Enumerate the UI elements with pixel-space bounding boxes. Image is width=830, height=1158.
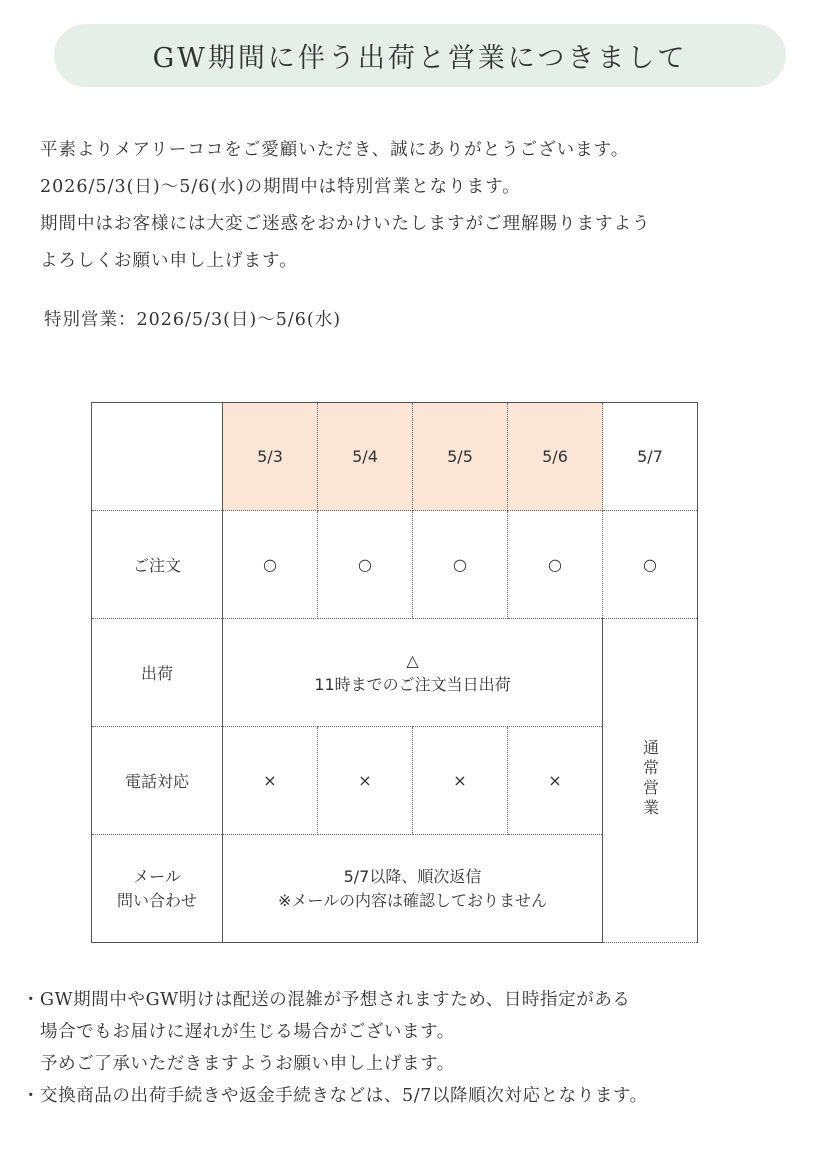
order-cell: ○	[413, 511, 508, 619]
normal-business-label: 通常営業	[640, 738, 660, 819]
mail-note-line: 5/7以降、順次返信	[343, 866, 482, 886]
mail-label-line: 問い合わせ	[116, 890, 197, 910]
list-item	[22, 984, 822, 1080]
date-header: 5/4	[318, 403, 413, 511]
shipping-cell	[223, 619, 603, 727]
order-cell: ○	[318, 511, 413, 619]
list-item	[22, 1080, 822, 1112]
page-title: GW期間に伴う出荷と営業につきまして	[152, 43, 688, 74]
order-cell: ○	[223, 511, 318, 619]
mail-label-line: メール	[133, 866, 181, 886]
date-header: 5/3	[223, 403, 318, 511]
table-row	[92, 403, 698, 511]
schedule-table	[91, 402, 698, 943]
title-banner	[54, 24, 786, 87]
row-label-shipping: 出荷	[92, 619, 223, 727]
table-row	[92, 511, 698, 619]
normal-business-cell	[603, 619, 698, 943]
bullet: ・	[22, 1086, 41, 1106]
order-cell: ○	[603, 511, 698, 619]
mail-note-line: ※メールの内容は確認しておりません	[277, 890, 548, 910]
note-line: 場合でもお届けに遅れが生じる場合がございます。	[40, 1022, 455, 1042]
note-line: GW期間中やGW明けは配送の混雑が予想されますため、日時指定がある	[40, 990, 631, 1010]
phone-cell: ×	[318, 727, 413, 835]
date-header: 5/5	[413, 403, 508, 511]
intro-line: 2026/5/3(日)～5/6(水)の期間中は特別営業となります。	[40, 177, 521, 197]
note-line: 交換商品の出荷手続きや返金手続きなどは、5/7以降順次対応となります。	[40, 1086, 648, 1106]
intro-text	[40, 132, 810, 280]
note-line: 予めご了承いただきますようお願い申し上げます。	[40, 1054, 455, 1074]
row-label-phone: 電話対応	[92, 727, 223, 835]
date-header: 5/7	[603, 403, 698, 511]
row-label-mail	[92, 835, 223, 943]
intro-line: 期間中はお客様には大変ご迷惑をおかけいたしますがご理解賜りますよう	[40, 214, 651, 234]
date-header: 5/6	[508, 403, 603, 511]
mail-cell	[223, 835, 603, 943]
intro-line: 平素よりメアリーココをご愛顧いただき、誠にありがとうございます。	[40, 140, 630, 160]
shipping-symbol: △	[406, 650, 419, 670]
special-hours: 特別営業：2026/5/3(日)～5/6(水)	[44, 310, 342, 330]
phone-cell: ×	[413, 727, 508, 835]
intro-line: よろしくお願い申し上げます。	[40, 251, 298, 271]
table-row	[92, 619, 698, 727]
row-label-order: ご注文	[92, 511, 223, 619]
shipping-note: 11時までのご注文当日出荷	[314, 674, 511, 694]
phone-cell: ×	[508, 727, 603, 835]
phone-cell: ×	[223, 727, 318, 835]
notes-list	[22, 984, 822, 1112]
bullet: ・	[22, 990, 41, 1010]
order-cell: ○	[508, 511, 603, 619]
corner-cell	[92, 403, 223, 511]
